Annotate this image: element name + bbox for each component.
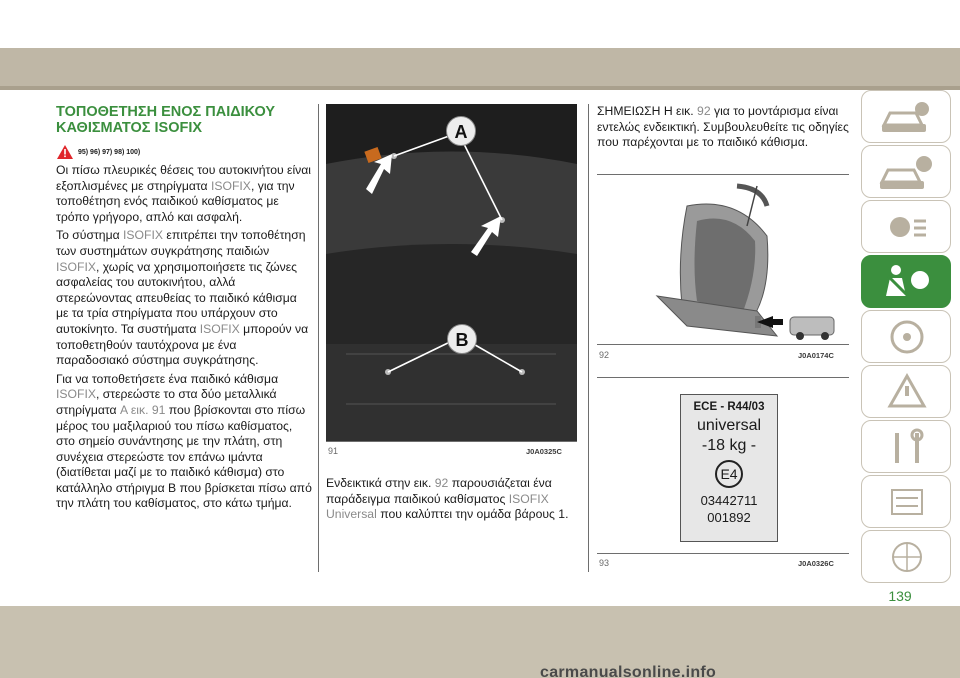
fig93-code-text: J0A0326C — [798, 559, 834, 568]
tab-lights[interactable] — [861, 200, 951, 253]
note-figure-ref: 92 — [697, 104, 711, 118]
technical-data-icon — [862, 476, 952, 529]
p1-end: , για την τοποθέτηση ενός παιδικού καθίσματος με τρόπο γρήγορο, απλό και ασφαλή. — [56, 178, 295, 224]
label-approval-number: 03442711 — [700, 493, 758, 508]
seatbelt-airbag-icon — [862, 256, 952, 309]
p2-isofix-1: ISOFIX — [123, 228, 163, 243]
note-text — [597, 104, 849, 151]
note-b: για το μοντάρισμα είναι εντελώς ενδεικτική. Συμβουλευθείτε τις οδηγίες που παρέχονται με το παιδικό κάθισμα. — [597, 104, 849, 150]
p1-text: Οι πίσω πλευρικές θέσεις του αυτοκινήτου είναι εξοπλισμένες με στηρίγματα — [56, 163, 312, 193]
tab-driving[interactable] — [861, 310, 951, 363]
figure-92-child-seat — [597, 176, 849, 344]
alphabet-index-icon — [862, 531, 952, 584]
note-a: ΣΗΜΕΙΩΣΗ Η εικ. — [597, 104, 694, 118]
fig91-number: 91 — [328, 446, 339, 456]
tab-technical-data[interactable] — [861, 475, 951, 528]
fig91-caption-rule — [326, 441, 577, 442]
seat-photo — [326, 104, 577, 441]
fig91-code-text: J0A0325C — [526, 447, 562, 456]
page-number: 139 — [888, 588, 912, 604]
p3-b: , στερεώστε το στα δύο μεταλλικά στηρίγματα — [56, 387, 277, 417]
label-category: universal — [696, 417, 762, 434]
p3-a: Για να τοποθετήσετε ένα παιδικό κάθισμα — [56, 371, 279, 386]
car-info-icon — [862, 91, 952, 144]
tab-index[interactable] — [861, 530, 951, 583]
p2-isofix-2: ISOFIX — [56, 259, 96, 274]
approval-label — [680, 394, 778, 542]
paragraph-2 — [56, 228, 312, 368]
body-column-1 — [56, 163, 312, 515]
child-seat-drawing — [597, 176, 849, 344]
col2-isofix: ISOFIX Universal — [326, 491, 549, 522]
tab-car-overview[interactable] — [861, 90, 951, 143]
header-bar — [0, 48, 960, 86]
p3-isofix: ISOFIX — [56, 387, 96, 402]
paragraph-3 — [56, 372, 312, 512]
col2-figure-ref: 92 — [434, 476, 449, 490]
fig92-top-rule — [597, 174, 849, 175]
tools-icon — [862, 421, 952, 474]
steering-wheel-icon — [862, 311, 952, 364]
p2-isofix-3: ISOFIX — [199, 321, 240, 336]
fig93-top-rule — [597, 377, 849, 378]
watermark: carmanualsonline.info — [540, 664, 717, 678]
column-divider-2 — [588, 104, 589, 572]
fig91-code — [526, 446, 562, 456]
col2-c: που καλύπτει την ομάδα βάρους 1. — [380, 507, 569, 522]
p3-c: που βρίσκονται στο πίσω μέρος του μαξιλαριού του πίσω καθίσματος, στο σημείο συνάντησης με την πλάτη, στη συνέχεια στερεώστε τον επάνω ιμάντα (διατίθεται μαζί με το παιδικό κάθισμα) στο κατάλληλο στήριγμα Β που βρίσκεται πίσω από την πλάτη του καθίσματος, στο κάτω τμήμα. — [56, 402, 312, 511]
fig92-number: 92 — [599, 350, 610, 360]
label-serial: 001892 — [707, 510, 751, 525]
label-weight: -18 kg - — [701, 437, 757, 454]
fig93-code — [798, 558, 834, 568]
header-strip — [0, 86, 960, 90]
fig93-caption-rule — [597, 553, 849, 554]
column-divider-1 — [318, 104, 319, 572]
callout-a: A — [446, 116, 476, 146]
tab-car-dashboard[interactable] — [861, 145, 951, 198]
p2-a: Το σύστημα — [56, 228, 120, 243]
p1-isofix: ISOFIX — [210, 178, 251, 193]
paragraph-1 — [56, 163, 312, 225]
col2-b: παρουσιάζεται ένα παράδειγμα παιδικού καθίσματος — [326, 476, 552, 506]
tab-emergency[interactable] — [861, 365, 951, 418]
fig92-caption-rule — [597, 344, 849, 345]
tab-safety[interactable] — [861, 255, 951, 308]
warning-triangle-icon — [862, 366, 952, 419]
warning-icon — [56, 144, 74, 160]
footer-band — [0, 606, 960, 678]
p3-figure-ref: A εικ. 91 — [120, 402, 166, 417]
label-emark-icon: E4 — [715, 460, 743, 488]
figure-91-isofix-anchors — [326, 104, 577, 441]
fig92-code — [798, 350, 834, 360]
tab-maintenance[interactable] — [861, 420, 951, 473]
p2-c: , χωρίς να χρησιμοποιήσετε τις ζώνες ασφαλείας του αυτοκινήτου, αλλά στερεώνοντας απευθείας το παιδικό κάθισμα με τα τρία στηρίγματα που υπάρχουν στο αυτοκίνητο. Τα συστήματα — [56, 259, 298, 336]
p2-b: επιτρέπει την τοποθέτηση των συστημάτων συγκράτησης παιδιών — [56, 228, 306, 258]
label-standard: ECE - R44/03 — [693, 401, 765, 413]
callout-b: B — [447, 324, 477, 354]
body-column-2 — [326, 476, 576, 523]
section-heading: ΤΟΠΟΘΕΤΗΣΗ ΕΝΟΣ ΠΑΙΔΙΚΟΥ ΚΑΘΙΣΜΑΤΟΣ ISOFIX — [56, 104, 276, 136]
fig93-number: 93 — [599, 558, 610, 568]
fig92-code-text: J0A0174C — [798, 351, 834, 360]
p2-d: μπορούν να τοποθετηθούν ταυτόχρονα με ένα παραδοσιακό σύστημα συγκράτησης. — [56, 321, 309, 368]
col2-a: Ενδεικτικά στην εικ. — [326, 476, 432, 490]
light-icon — [862, 201, 952, 254]
warning-refs-text: 95) 96) 97) 98) 100) — [78, 148, 141, 156]
car-warning-icon — [862, 146, 952, 199]
warning-refs — [56, 144, 140, 160]
